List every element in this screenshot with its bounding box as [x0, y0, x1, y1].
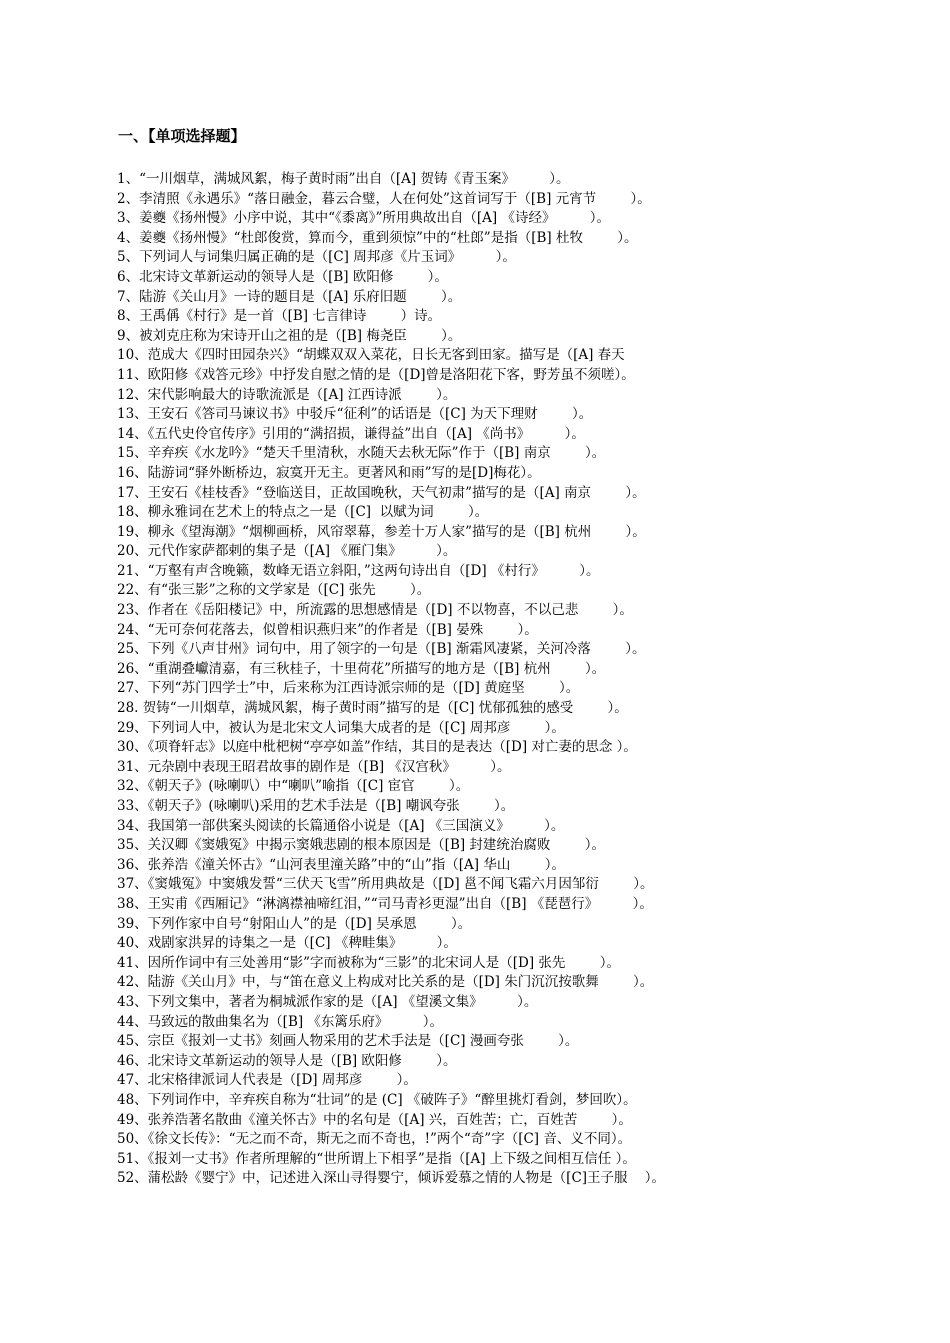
question-item: 52、蒲松龄《婴宁》中，记述进入深山寻得婴宁，倾诉爱慕之情的人物是（[C]王子服 ）。 — [117, 1170, 665, 1187]
question-item: 38、王实甫《西厢记》“淋漓襟袖啼红泪，”“司马青衫更湿”出自（[B] 《琵琶行》 ）。 — [117, 895, 653, 912]
question-list — [117, 170, 917, 1189]
question-item: 40、戏剧家洪昇的诗集之一是（[C] 《稗畦集》 ）。 — [117, 935, 457, 952]
question-item: 9、被刘克庄称为宋诗开山之祖的是（[B] 梅尧臣 ）。 — [117, 327, 462, 344]
question-item: 51、《报刘一丈书》作者所理解的“世所谓上下相孚”是指（[A] 上下级之间相互信任 ）。 — [117, 1150, 636, 1167]
question-item: 8、王禹偁《村行》是一首（[B] 七言律诗 ）诗。 — [117, 308, 442, 325]
question-item: 15、辛弃疾《水龙吟》“楚天千里清秋，水随天去秋无际”作于（[B] 南京 ）。 — [117, 445, 606, 462]
question-item: 39、下列作家中自号“射阳山人”的是（[D] 吴承恩 ）。 — [117, 915, 472, 932]
question-item: 34、我国第一部供案头阅读的长篇通俗小说是（[A] 《三国演义》 ）。 — [117, 817, 565, 834]
question-item: 12、宋代影响最大的诗歌流派是（[A] 江西诗派 ）。 — [117, 386, 457, 403]
question-item: 41、因所作词中有三处善用“影”字而被称为“三影”的北宋词人是（[D] 张先 ）。 — [117, 954, 621, 971]
question-item: 2、李清照《永遇乐》“落日融金，暮云合璧，人在何处”这首词写于（[B] 元宵节 ）。 — [117, 190, 651, 207]
question-item: 16、陆游词“驿外断桥边，寂寞开无主。更著风和雨”写的是[D]梅花）。 — [117, 464, 541, 481]
question-item: 44、马致远的散曲集名为（[B] 《东篱乐府》 ）。 — [117, 1013, 444, 1030]
question-item: 26、“重湖叠巘清嘉，有三秋桂子，十里荷花”所描写的地方是（[B] 杭州 ）。 — [117, 660, 606, 677]
question-item: 36、张养浩《潼关怀古》“山河表里潼关路”中的“山”指（[A] 华山 ）。 — [117, 856, 565, 873]
question-item: 42、陆游《关山月》中，与“笛在意义上构成对比关系的是（[D] 朱门沉沉按歌舞 ）。 — [117, 974, 654, 991]
question-item: 5、下列词人与词集归属正确的是（[C] 周邦彦《片玉词》 ）。 — [117, 249, 516, 266]
question-item: 22、有“张三影”之称的文学家是（[C] 张先 ）。 — [117, 582, 431, 599]
question-item: 11、欧阳修《戏答元珍》中抒发自慰之情的是（[D]曾是洛阳花下客，野芳虽不须嗟）。 — [117, 366, 635, 383]
question-item: 10、范成大《四时田园杂兴》“胡蝶双双入菜花，日长无客到田家。描写是（[A] 春天 — [117, 347, 625, 364]
question-item: 19、柳永《望海潮》“烟柳画桥，风帘翠幕，参差十万人家”描写的是（[B] 杭州 ）。 — [117, 523, 646, 540]
question-item: 4、姜夔《扬州慢》“杜郎俊赏，算而今，重到须惊”中的“杜郎”是指（[B] 杜牧 ）。 — [117, 229, 638, 246]
question-item: 23、作者在《岳阳楼记》中，所流露的思想感情是（[D] 不以物喜，不以己悲 ）。 — [117, 602, 633, 619]
question-item: 1、“一川烟草，满城风絮，梅子黄时雨”出自（[A] 贺铸《青玉案》 ）。 — [117, 171, 570, 187]
question-item: 50、《徐文长传》：“无之而不奇，斯无之而不奇也，!”两个“奇”字（[C] 音、义不同）。 — [117, 1131, 632, 1148]
question-item: 29、下列词人中，被认为是北宋文人词集大成者的是（[C] 周邦彦 ）。 — [117, 719, 565, 736]
question-item: 33、《朝天子》(咏喇叭)采用的艺术手法是（[B] 嘲讽夸张 ）。 — [117, 798, 515, 814]
question-item: 30、《项脊轩志》以庭中枇杷树“亭亭如盖”作结，其目的是表达（[D] 对亡妻的思念 ）。 — [117, 739, 637, 756]
question-item: 13、王安石《答司马谏议书》中驳斥“征利”的话语是（[C] 为天下理财 ）。 — [117, 406, 593, 423]
question-item: 46、北宋诗文革新运动的领导人是（[B] 欧阳修 ）。 — [117, 1052, 457, 1069]
question-item: 6、北宋诗文革新运动的领导人是（[B] 欧阳修 ）。 — [117, 268, 448, 285]
question-item: 48、下列词作中，辛弃疾自称为“壮词”的是 (C] 《破阵子》“醉里挑灯看剑，梦回吹）。 — [117, 1091, 637, 1108]
question-item: 3、姜夔《扬州慢》小序中说，其中“《黍离》”所用典故出自（[A] 《诗经》 ）。 — [117, 210, 611, 227]
question-item: 18、柳永雅词在艺术上的特点之一是（[C] 以赋为词 ）。 — [117, 504, 489, 521]
question-item: 27、下列“苏门四学士”中，后来称为江西诗派宗师的是（[D] 黄庭坚 ）。 — [117, 680, 580, 697]
question-item: 45、宗臣《报刘一丈书》刻画人物采用的艺术手法是（[C] 漫画夸张 ）。 — [117, 1033, 579, 1050]
question-item: 7、陆游《关山月》一诗的题目是（[A] 乐府旧题 ）。 — [117, 288, 462, 305]
question-item: 28. 贺铸“一川烟草，满城风絮，梅子黄时雨”描写的是（[C] 忧郁孤独的感受 ）。 — [117, 700, 628, 717]
question-item: 49、张养浩著名散曲《潼关怀古》中的名句是（[A] 兴，百姓苦；亡，百姓苦 ）。 — [117, 1111, 632, 1128]
question-item: 21、“万壑有声含晚籁，数峰无语立斜阳，”这两句诗出自（[D] 《村行》 ）。 — [117, 562, 600, 579]
question-item: 47、北宋格律派词人代表是（[D] 周邦彦 ）。 — [117, 1072, 417, 1089]
question-item: 37、《窦娥冤》中窦娥发誓“三伏天飞雪”所用典故是（[D] 邕不闻飞霜六月因邹衍 ）。 — [117, 876, 654, 893]
question-item: 24、“无可奈何花落去，似曾相识燕归来”的作者是（[B] 晏殊 ）。 — [117, 621, 538, 638]
question-item: 17、王安石《桂枝香》“登临送目，正故国晚秋，天气初肃”描写的是（[A] 南京 ）。 — [117, 484, 646, 501]
section-title: 一、【单项选择题】 — [118, 127, 246, 145]
question-item: 31、元杂剧中表现王昭君故事的剧作是（[B] 《汉宫秋》 ）。 — [117, 758, 511, 775]
question-item: 14、《五代史伶官传序》引用的“满招损，谦得益”出自（[A] 《尚书》 ）。 — [117, 425, 585, 442]
question-item: 32、《朝天子》(咏喇叭）中“喇叭”喻指（[C] 宦官 ）。 — [117, 778, 470, 795]
question-item: 20、元代作家萨都剌的集子是（[A] 《雁门集》 ）。 — [117, 543, 457, 560]
question-item: 43、下列文集中，著者为桐城派作家的是（[A] 《望溪文集》 ）。 — [117, 993, 538, 1010]
question-item: 35、关汉卿《窦娥冤》中揭示窦娥悲剧的根本原因是（[B] 封建统治腐败 ）。 — [117, 837, 606, 854]
question-item: 25、下列《八声甘州》词句中，用了领字的一句是（[B] 渐霜风凄紧，关河冷落 ）。 — [117, 641, 646, 658]
